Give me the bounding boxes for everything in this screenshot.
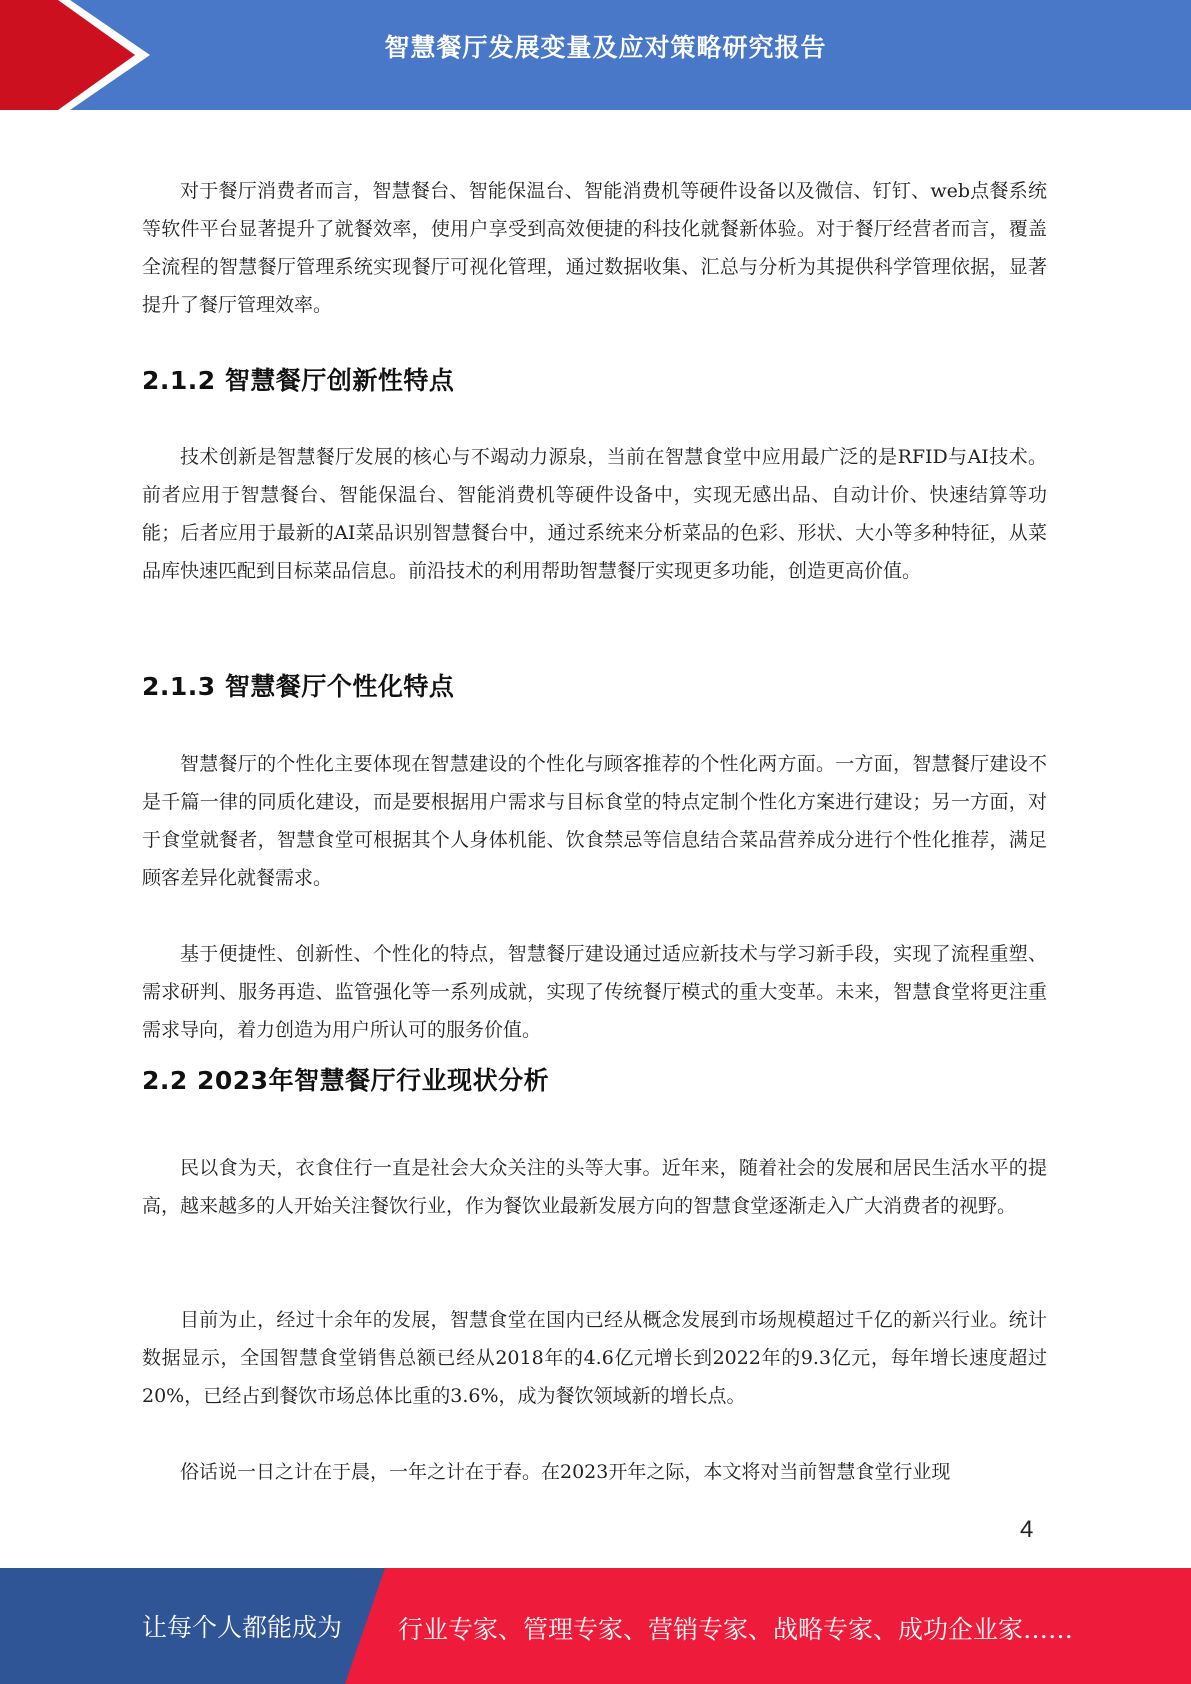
- paragraph-industry-intro: 民以食为天，衣食住行一直是社会大众关注的头等大事。近年来，随着社会的发展和居民生活水平的提高，越来越多的人开始关注餐饮行业，作为餐饮业最新发展方向的智慧食堂逐渐走入广大消费者的视野。: [142, 1157, 1047, 1217]
- heading-2-1-2: 2.1.2 智慧餐厅创新性特点: [142, 366, 455, 395]
- report-title: 智慧餐厅发展变量及应对策略研究报告: [384, 33, 827, 62]
- paragraph-innovation: 技术创新是智慧餐厅发展的核心与不竭动力源泉，当前在智慧食堂中应用最广泛的是RFID与AI技术。前者应用于智慧餐台、智能保温台、智能消费机等硬件设备中，实现无感出品、自动计价、快速结算等功能；后者应用于最新的AI菜品识别智慧餐台中，通过系统来分析菜品的色彩、形状、大小等多种特征，从菜品库快速匹配到目标菜品信息。前沿技术的利用帮助智慧餐厅实现更多功能，创造更高价值。: [142, 446, 1047, 582]
- paragraph-personalization: 智慧餐厅的个性化主要体现在智慧建设的个性化与顾客推荐的个性化两方面。一方面，智慧餐厅建设不是千篇一律的同质化建设，而是要根据用户需求与目标食堂的特点定制个性化方案进行建设；另一方面，对于食堂就餐者，智慧食堂可根据其个人身体机能、饮食禁忌等信息结合菜品营养成分进行个性化推荐，满足顾客差异化就餐需求。: [142, 753, 1047, 889]
- paragraph-summary: 基于便捷性、创新性、个性化的特点，智慧餐厅建设通过适应新技术与学习新手段，实现了流程重塑、需求研判、服务再造、监管强化等一系列成就，实现了传统餐厅模式的重大变革。未来，智慧食堂将更注重需求导向，着力创造为用户所认可的服务价值。: [142, 943, 1047, 1041]
- heading-2-1-3: 2.1.3 智慧餐厅个性化特点: [142, 672, 455, 701]
- page-footer: [0, 1568, 1191, 1684]
- paragraph-market-stats: 目前为止，经过十余年的发展，智慧食堂在国内已经从概念发展到市场规模超过千亿的新兴行业。统计数据显示，全国智慧食堂销售总额已经从2018年的4.6亿元增长到2022年的9.3亿元，每年增长速度超过20%，已经占到餐饮市场总体比重的3.6%，成为餐饮领域新的增长点。: [142, 1309, 1047, 1407]
- page-number: 4: [1020, 1516, 1034, 1543]
- page-header: [0, 0, 1191, 110]
- paragraph-consumer-efficiency: 对于餐厅消费者而言，智慧餐台、智能保温台、智能消费机等硬件设备以及微信、钉钉、web点餐系统等软件平台显著提升了就餐效率，使用户享受到高效便捷的科技化就餐新体验。对于餐厅经营者而言，覆盖全流程的智慧餐厅管理系统实现餐厅可视化管理，通过数据收集、汇总与分析为其提供科学管理依据，显著提升了餐厅管理效率。: [142, 180, 1047, 316]
- heading-2-2: 2.2 2023年智慧餐厅行业现状分析: [142, 1066, 550, 1095]
- footer-slogan-right: 行业专家、管理专家、营销专家、战略专家、成功企业家……: [398, 1615, 1074, 1644]
- paragraph-outlook: 俗话说一日之计在于晨，一年之计在于春。在2023开年之际，本文将对当前智慧食堂行业现: [180, 1461, 951, 1483]
- footer-slogan-left: 让每个人都能成为: [142, 1613, 343, 1642]
